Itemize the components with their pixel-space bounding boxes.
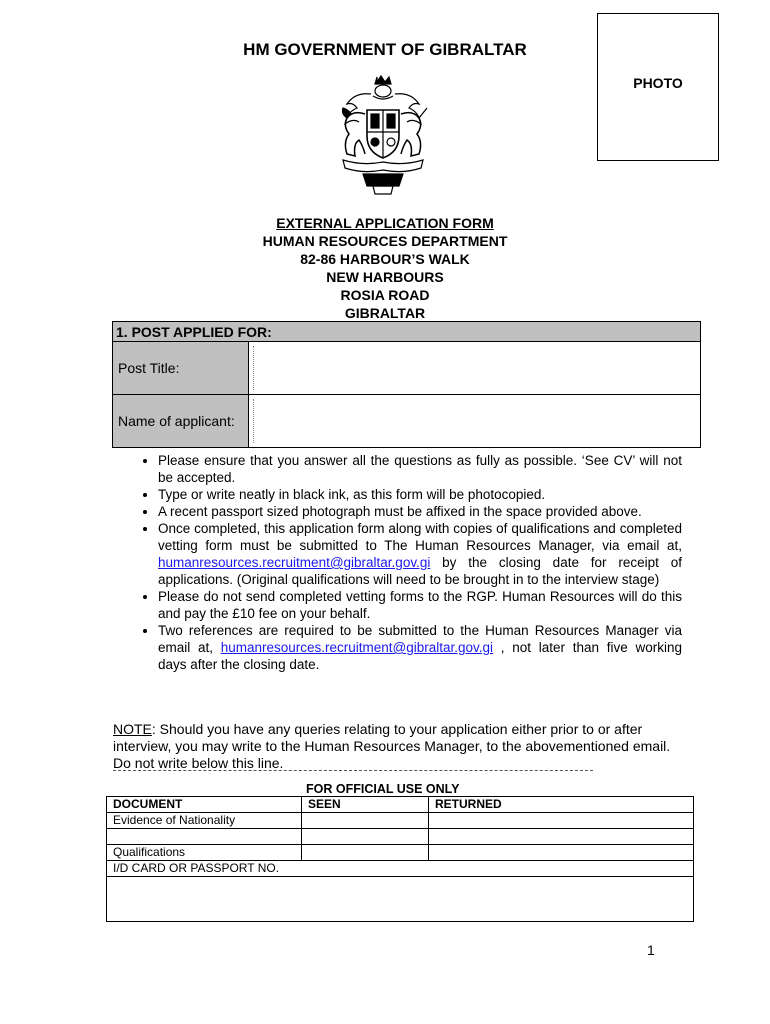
instruction-text: Once completed, this application form along with copies of qualifications and completed vetting form must be submitted to The Human Resources Manager, via email at, xyxy=(158,521,682,553)
instruction-text: Two references are required to be submitted to the Human Resources Manager via email at, xyxy=(158,623,682,655)
hr-email-link[interactable]: humanresources.recruitment@gibraltar.gov.gi xyxy=(158,555,431,570)
note-text: : Should you have any queries relating to your application either prior to or after interview, you may write to the Human Resources Manager, to the abovementioned email. Do not write below this line. xyxy=(113,721,671,771)
cell-returned[interactable] xyxy=(429,829,694,845)
cell-seen[interactable] xyxy=(302,813,429,829)
coat-of-arms-crest-icon xyxy=(333,74,433,198)
instruction-item xyxy=(158,520,682,588)
cell-returned[interactable] xyxy=(429,813,694,829)
cell-seen[interactable] xyxy=(302,829,429,845)
photo-box xyxy=(597,13,719,161)
form-title: EXTERNAL APPLICATION FORM xyxy=(276,215,494,231)
instruction-item: • A recent passport sized photograph must be affixed in the space provided above. xyxy=(158,503,682,520)
address-line-1: 82-86 HARBOUR’S WALK xyxy=(300,251,470,267)
row-qualifications: Qualifications xyxy=(107,845,302,861)
applicant-name-label: Name of applicant: xyxy=(113,395,249,448)
col-returned: RETURNED xyxy=(429,797,694,813)
applicant-name-field[interactable] xyxy=(249,395,701,448)
instruction-item xyxy=(158,622,682,673)
row-id-card: I/D CARD OR PASSPORT NO. xyxy=(107,861,694,877)
cell-returned[interactable] xyxy=(429,845,694,861)
cell-seen[interactable] xyxy=(302,845,429,861)
page-number: 1 xyxy=(647,942,655,958)
instructions-list xyxy=(134,452,682,673)
instruction-item: • Type or write neatly in black ink, as this form will be photocopied. xyxy=(158,486,682,503)
address-line-2: NEW HARBOURS xyxy=(326,269,444,285)
address-line-4: GIBRALTAR xyxy=(344,305,426,321)
post-title-field[interactable] xyxy=(249,342,701,395)
address-block xyxy=(0,214,770,322)
official-use-table xyxy=(106,796,694,922)
row-nationality: Evidence of Nationality xyxy=(107,813,302,829)
post-applied-table xyxy=(112,321,701,448)
col-document: DOCUMENT xyxy=(107,797,302,813)
col-seen: SEEN xyxy=(302,797,429,813)
do-not-write-divider xyxy=(113,770,593,771)
photo-label: PHOTO xyxy=(633,75,683,91)
address-line-3: ROSIA ROAD xyxy=(340,287,430,303)
note-label: NOTE xyxy=(113,721,152,737)
note-paragraph xyxy=(113,721,673,772)
instruction-item: • Please do not send completed vetting forms to the RGP. Human Resources will do this and pay the £10 fee on your behalf. xyxy=(158,588,682,622)
instruction-item: • Please ensure that you answer all the questions as fully as possible. ‘See CV’ will not be accepted. xyxy=(158,452,682,486)
official-use-title: FOR OFFICIAL USE ONLY xyxy=(306,782,460,796)
hr-email-link[interactable]: humanresources.recruitment@gibraltar.gov.gi xyxy=(220,640,494,655)
instruction-text: by the closing date for receipt of applications. (Original qualifications will need to be brought in to the interview stage) xyxy=(158,555,682,587)
post-title-label: Post Title: xyxy=(113,342,249,395)
post-section-heading: 1. POST APPLIED FOR: xyxy=(113,322,701,342)
government-title: HM GOVERNMENT OF GIBRALTAR xyxy=(243,40,527,59)
row-blank xyxy=(107,829,302,845)
instruction-text: , not later than five working days after the closing date. xyxy=(158,640,682,672)
id-card-entry-field[interactable] xyxy=(107,877,694,922)
department-name: HUMAN RESOURCES DEPARTMENT xyxy=(262,233,508,249)
